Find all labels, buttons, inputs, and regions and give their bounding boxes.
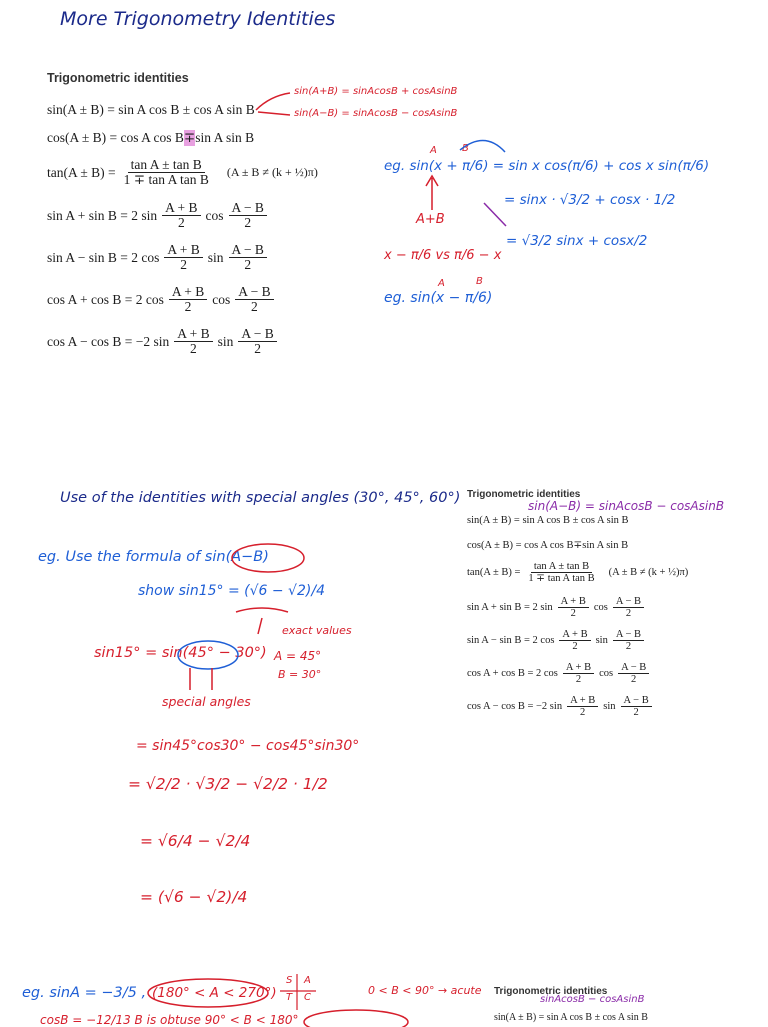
label-b: B: [462, 143, 469, 154]
note-sin-minus: sin(A−B) = sinAcosB − cosAsinB: [294, 108, 458, 119]
section3-range: (180° < A < 270°): [152, 985, 277, 1001]
formula-tan-sum: tan(A ± B) = $\frac{\text{tan A ± tan B}}{\text{1 ∓ tan A tan B}}$ (A ± B ≠ (k + ½)π): [47, 157, 318, 188]
formula-sinA-minus-sinB: sin A − sin B = 2 cos $\frac{A + B}{2}$ sin $\frac{A - B}{2}$: [467, 629, 649, 652]
formula-sin-sum: sin(A ± B) = sin A cos B ± cos A sin B: [494, 1012, 648, 1023]
eg1-line3: = √3/2 sinx + cosx/2: [506, 233, 648, 249]
note-sin-plus: sin(A+B) = sinAcosB + cosAsinB: [294, 86, 458, 97]
x-minus-compare: x − π/6 vs π/6 − x: [384, 248, 502, 263]
eg2-expression: eg. sin(x − π/6): [384, 290, 493, 306]
label-a-2: A: [438, 278, 445, 289]
step4: = (√6 − √2)/4: [140, 888, 248, 906]
formula-sinA-plus-sinB: sin A + sin B = 2 sin $\frac{A + B}{2}$ cos $\frac{A - B}{2}$: [47, 201, 272, 230]
eg1-line2: = sinx · √3/2 + cosx · 1/2: [504, 192, 676, 208]
label-a: A: [430, 145, 437, 156]
formula-sinA-plus-sinB: sin A + sin B = 2 sin $\frac{A + B}{2}$ cos $\frac{A - B}{2}$: [467, 596, 649, 619]
quadrant-c: C: [304, 992, 311, 1003]
step3: = √6/4 − √2/4: [140, 832, 251, 850]
step1: = sin45°cos30° − cos45°sin30°: [136, 738, 360, 754]
formula-cosA-minus-cosB: cos A − cos B = −2 sin $\frac{A + B}{2}$ sin $\frac{A - B}{2}$: [467, 695, 657, 718]
arrows-special-angles: [190, 668, 212, 690]
a-value: A = 45°: [274, 649, 322, 663]
formula-sin-sum: sin(A ± B) = sin A cos B ± cos A sin B: [47, 102, 255, 117]
formula-cos-sum: cos(A ± B) = cos A cos B ∓ sin A sin B: [47, 130, 255, 145]
bottom-line: cosB = −12/13 B is obtuse 90° < B < 180°: [40, 1013, 299, 1027]
arrow-purple: [484, 203, 506, 226]
formula-cosA-plus-cosB: cos A + cos B = 2 cos $\frac{A + B}{2}$ cos $\frac{A - B}{2}$: [467, 662, 654, 685]
panel-title: Trigonometric identities: [47, 71, 189, 85]
label-b-2: B: [476, 276, 483, 287]
show-sin15: show sin15° = (√6 − √2)/4: [138, 583, 325, 599]
section2-heading: Use of the identities with special angles (30°, 45°, 60°): [60, 490, 461, 506]
formula-sin-sum: sin(A ± B) = sin A cos B ± cos A sin B: [467, 515, 629, 526]
ab-label: A+B: [416, 212, 445, 227]
b-value: B = 30°: [278, 668, 322, 681]
b-range: 0 < B < 90° → acute: [368, 984, 482, 997]
arrow-exact: [258, 618, 262, 634]
formula-cos-sum: cos(A ± B) = cos A cos B ∓ sin A sin B: [467, 539, 629, 551]
arrow-up-ab: [426, 176, 438, 210]
panel-note: sinAcosB − cosAsinB: [540, 994, 645, 1005]
formula-cosA-minus-cosB: cos A − cos B = −2 sin $\frac{A + B}{2}$ sin $\frac{A - B}{2}$: [47, 327, 282, 356]
step2: = √2/2 · √3/2 − √2/2 · 1/2: [128, 775, 328, 793]
sin15-decompose: sin15° = sin(45° − 30°): [94, 645, 267, 661]
section3-eg: eg. sinA = −3/5 ,: [22, 985, 147, 1001]
formula-tan-sum: tan(A ± B) = $\frac{\text{tan A ± tan B}}{\text{1 ∓ tan A tan B}}$ (A ± B ≠ (k + ½)π): [467, 561, 689, 585]
panel-title: Trigonometric identities: [467, 489, 581, 500]
exact-values-note: exact values: [282, 624, 352, 637]
underline-exact: [236, 608, 288, 612]
panel-title: Trigonometric identities: [494, 986, 608, 997]
eg-use-formula: eg. Use the formula of sin(A−B): [38, 549, 269, 565]
page-title: More Trigonometry Identities: [60, 8, 336, 30]
top-formula-note: sin(A−B) = sinAcosB − cosAsinB: [528, 499, 725, 513]
special-angles-note: special angles: [162, 694, 251, 709]
circle-b-range: [304, 1010, 408, 1027]
formula-sinA-minus-sinB: sin A − sin B = 2 cos $\frac{A + B}{2}$ sin $\frac{A - B}{2}$: [47, 243, 272, 272]
eg1-expansion: eg. sin(x + π/6) = sin x cos(π/6) + cos x sin(π/6): [384, 158, 710, 174]
identities-panel-1: [38, 66, 330, 366]
quadrant-a: A: [304, 975, 311, 986]
quadrant-s: S: [286, 975, 293, 986]
identities-panel-2: [460, 484, 710, 724]
quadrant-t: T: [286, 992, 293, 1003]
formula-cosA-plus-cosB: cos A + cos B = 2 cos $\frac{A + B}{2}$ cos $\frac{A - B}{2}$: [47, 285, 279, 314]
